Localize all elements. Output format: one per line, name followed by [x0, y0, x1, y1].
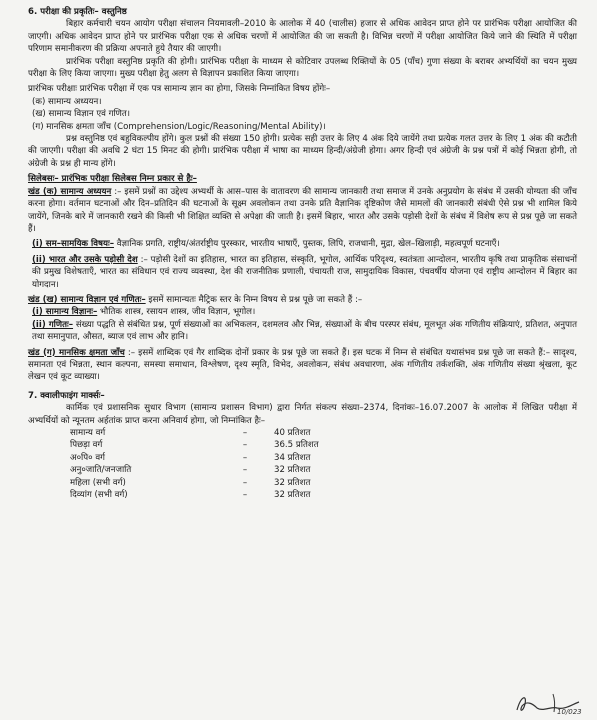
section-ga-label: खंड (ग) मानसिक क्षमता जाँच — [28, 347, 125, 358]
category-cell: अनु०जाति/जनजाति — [70, 465, 132, 476]
item-i-text: वैज्ञानिक प्रगति, राष्ट्रीय/अंतर्राष्ट्रीय पुरस्कार, भारतीय भाषाएँ, पुस्तक, लिपि, राजधानी, मुद्रा, खेल–खिलाड़ी, महत्वपूर्ण घटनाएँ। — [114, 239, 500, 250]
category-cell: सामान्य वर्ग — [70, 428, 106, 438]
table-row — [70, 427, 319, 439]
table-row — [70, 489, 319, 501]
item-i-label: (i) सम–सामयिक विषयः– — [32, 239, 115, 250]
dash-cell: – — [242, 452, 248, 463]
percent-cell: 34 प्रतिशत — [274, 452, 311, 463]
table-row — [70, 464, 319, 476]
dash-cell: – — [242, 428, 248, 438]
syllabus-kha-item-i — [28, 306, 577, 318]
syllabus-section-kha — [28, 294, 577, 306]
percent-cell: 40 प्रतिशत — [274, 428, 311, 438]
subject-list — [28, 96, 577, 133]
syllabus-section-ka — [28, 186, 577, 236]
category-cell: पिछड़ा वर्ग — [70, 440, 103, 451]
syllabus-heading: सिलेबसः– प्रारंभिक परीक्षा सिलेबस निम्न प्रकार से हैः– — [28, 174, 197, 185]
subject-item-ga: (ग) मानसिक क्षमता जाँच (Comprehension/Logic/Reasoning/Mental Ability)। — [32, 121, 326, 132]
syllabus-section-ga — [28, 347, 577, 384]
qualifying-marks-table — [70, 427, 319, 501]
syllabus-item-ii — [28, 254, 577, 291]
table-row — [70, 452, 319, 464]
percent-cell: 32 प्रतिशत — [274, 490, 311, 501]
kha-item-i-label: (i) सामान्य विज्ञानः– — [32, 307, 98, 318]
table-row — [70, 439, 319, 451]
syllabus-kha-item-ii — [28, 319, 577, 344]
table-row — [70, 477, 319, 489]
svg-text:10/023: 10/023 — [557, 708, 582, 716]
percent-cell: 32 प्रतिशत — [274, 477, 311, 488]
item-ii-label: (ii) भारत और उसके पड़ोसी देश — [32, 254, 138, 265]
section-7-heading: 7. क्वालीफाइंग मार्क्सः– — [28, 390, 105, 401]
section-7-paragraph: कार्मिक एवं प्रशासनिक सुधार विभाग (सामान्य प्रशासन विभाग) द्वारा निर्गत संकल्प संख्या–2374, दिनांकः–16.07.2007 के आलोक में लिखित परीक्षा में अभ्यर्थियों को न्यूनतम अर्हतांक प्राप्त करना अनिवार्य होगा, जो निम्नांकित हैः– — [28, 403, 577, 426]
section-ka-label: खंड (क) सामान्य अध्ययन — [28, 186, 112, 197]
subject-item-kha: (ख) सामान्य विज्ञान एवं गणित। — [32, 109, 131, 120]
section-kha-label: खंड (ख) सामान्य विज्ञान एवं गणितः– — [28, 294, 146, 305]
percent-cell: 32 प्रतिशत — [274, 465, 311, 476]
subject-item-ka: (क) सामान्य अध्ययन। — [32, 96, 102, 107]
syllabus-item-i — [28, 238, 577, 250]
section-6-heading: 6. परीक्षा की प्रकृतिः– वस्तुनिष्ठ — [28, 7, 127, 17]
percent-cell: 36.5 प्रतिशत — [274, 440, 319, 451]
section-6-paragraph-3: प्रश्न वस्तुनिष्ठ एवं बहुविकल्पीय होंगे। कुल प्रश्नों की संख्या 150 होगी। प्रत्येक सही उत्तर के लिए 4 अंक दिये जायेंगे तथा प्रत्येक गलत उत्तर के लिए 1 अंक की कटौती की जाएगी। परीक्षा की अवधि 2 घंटा 15 मिनट की होगी। प्रारंभिक परीक्षा में भाषा का माध्यम हिन्दी/अंग्रेजी होगा। अगर हिन्दी एवं अंग्रेजी के प्रश्न पत्रों में कोई भिन्नता होगी, तो अंग्रेजी के प्रश्न ही मान्य होंगे। — [28, 134, 577, 169]
handwritten-signature — [513, 690, 583, 716]
category-cell: महिला (सभी वर्ग) — [70, 477, 126, 488]
section-ka-text: :– इसमें प्रश्नों का उद्देश्य अभ्यर्थी के आस–पास के वातावरण की सामान्य जानकारी तथा समाज में उनके अनुप्रयोग के संबंध में उसकी योग्यता की जाँच करना होगा। वर्तमान घटनाओं और दिन–प्रतिदिन की घटनाओं के सूक्ष्म अवलोकन तथा उनके प्रति वैज्ञानिक दृष्टिकोण जैसे मामलों की जानकारी संबंधी ऐसे प्रश्न भी शामिल किये जायेंगे, जिनके बारे में जानकारी रखने की किसी भी शिक्षित व्यक्ति से अपेक्षा की जाती है। इसमें बिहार, भारत और उसके पड़ोसी देशों के संबंध में विशेष रूप से प्रश्न पूछे जा सकते हैं। — [28, 186, 577, 234]
item-ii-text: :– पड़ोसी देशों का इतिहास, भारत का इतिहास, संस्कृति, भूगोल, आर्थिक परिदृश्य, स्वतंत्रता आन्दोलन, भारतीय कृषि तथा प्राकृतिक संसाधनों की प्रमुख विशेषताएँ, भारत का संविधान एवं राज्य व्यवस्था, देश की राजनीतिक प्रणाली, पंचायती राज, सामुदायिक विकास, पंचवर्षीय योजना एवं राष्ट्रीय आन्दोलन में बिहार का योगदान। — [32, 254, 577, 290]
dash-cell: – — [242, 465, 248, 476]
kha-item-i-text: भौतिक शास्त्र, रसायन शास्त्र, जीव विज्ञान, भूगोल। — [97, 307, 256, 318]
dash-cell: – — [242, 477, 248, 488]
kha-item-ii-text: संख्या पद्धति से संबंधित प्रश्न, पूर्ण संख्याओं का अभिकलन, दशमलव और भिन्न, संख्याओं के बीच परस्पर संबंध, मूलभूत अंक गणितीय संक्रियाएं, प्रतिशत, अनुपात तथा समानुपात, औसत, ब्याज एवं लाभ और हानि। — [32, 319, 577, 343]
dash-cell: – — [242, 440, 248, 451]
section-ga-text: :– इसमें शाब्दिक एवं गैर शाब्दिक दोनों प्रकार के प्रश्न पूछे जा सकते हैं। इस घटक में निम्न से संबंधित यथासंभव प्रश्न पूछे जा सकते हैं:– सादृश्य, समानता एवं भिन्नता, स्थान कल्पना, समस्या समाधान, विश्लेषण, दृश्य स्मृति, विभेद, अवलोकन, संबंध अवधारणा, अंक गणितीय तर्कशक्ति, अंक गणितीय संख्या श्रृंखला, कूट लेखन एवं कूट व्याख्या। — [28, 347, 578, 383]
kha-item-ii-label: (ii) गणितः– — [32, 319, 74, 330]
section-6-paragraph-1: बिहार कर्मचारी चयन आयोग परीक्षा संचालन नियमावली–2010 के आलोक में 40 (चालीस) हजार से अधिक आवेदन प्राप्त होने पर प्रारंभिक परीक्षा आयोजित की जाएगी। अधिक आवेदन प्राप्त होने पर प्रारंभिक परीक्षा एक से अधिक चरणों में आयोजित की जा सकती है। विभिन्न चरणों में परीक्षा आयोजित किये जाने की स्थिति में परीक्षा परिणाम समानीकरण की प्रक्रिया अपनाते हुये तैयार की जाएगी। — [28, 19, 577, 55]
category-cell: अ०पि० वर्ग — [70, 452, 105, 463]
section-kha-text: इसमें सामान्यतः मैट्रिक स्तर के निम्न विषय से प्रश्न पूछे जा सकते हैं :– — [145, 294, 363, 305]
section-6-paragraph-2: प्रारंभिक परीक्षा वस्तुनिष्ठ प्रकृति की होगी। प्रारंभिक परीक्षा के माध्यम से कोटिवार उपलब्ध रिक्तियों के 05 (पाँच) गुणा संख्या के बराबर अभ्यर्थियों का चयन मुख्य परीक्षा के लिए किया जाएगा। मुख्य परीक्षा हेतु अलग से विज्ञापन प्रकाशित किया जाएगा। — [28, 56, 577, 80]
category-cell: दिव्यांग (सभी वर्ग) — [70, 490, 128, 501]
dash-cell: – — [242, 490, 248, 501]
signature-scribble — [513, 690, 583, 716]
prelim-exam-intro: प्रारंभिक परीक्षाः प्रारंभिक परीक्षा में एक पत्र सामान्य ज्ञान का होगा, जिसके निम्नांकित विषय होंगेः– — [28, 84, 331, 95]
